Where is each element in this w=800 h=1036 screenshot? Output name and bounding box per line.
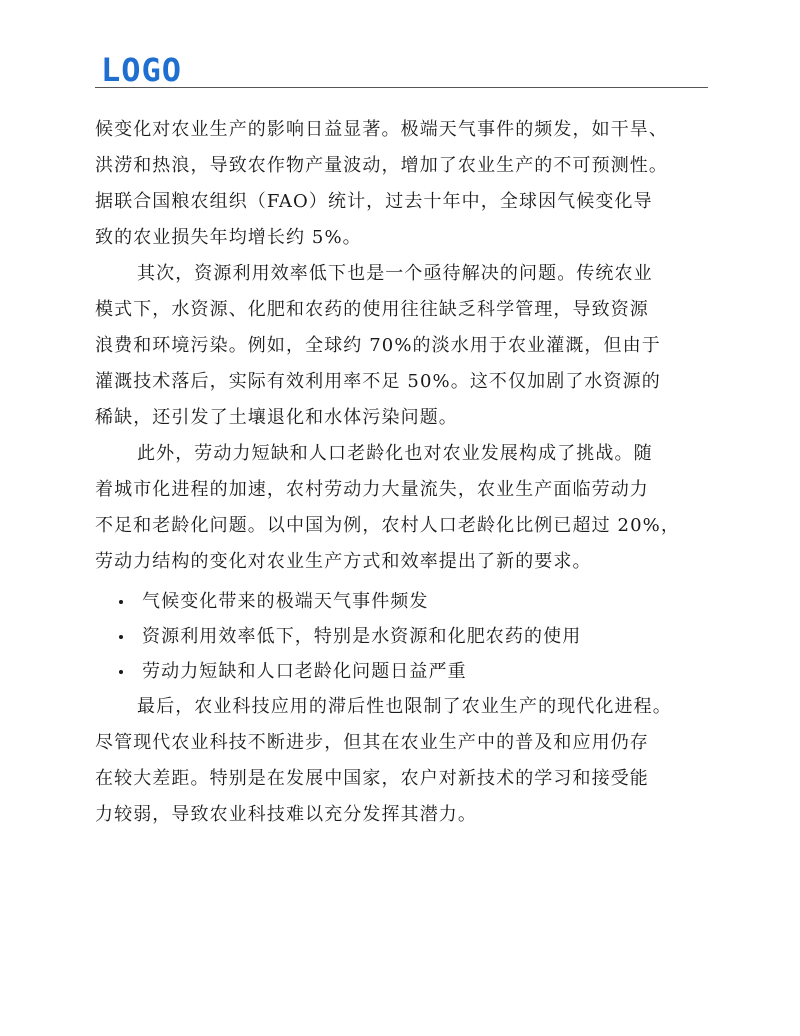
list-item-text: 劳动力短缺和人口老龄化问题日益严重	[142, 661, 467, 682]
document-body	[95, 112, 720, 833]
list-item	[95, 619, 720, 654]
paragraph-line: 劳动力结构的变化对农业生产方式和效率提出了新的要求。	[95, 551, 592, 572]
paragraph-line: 着城市化进程的加速，农村劳动力大量流失，农业生产面临劳动力	[95, 479, 649, 500]
logo: LOGO	[101, 51, 183, 89]
bullet-list	[95, 580, 720, 689]
paragraph-labor	[95, 436, 720, 580]
paragraph-line: 稀缺，还引发了土壤退化和水体污染问题。	[95, 407, 458, 428]
paragraph-line: 此外，劳动力短缺和人口老龄化也对农业发展构成了挑战。随	[137, 443, 653, 464]
paragraph-line: 最后，农业科技应用的滞后性也限制了农业生产的现代化进程。	[137, 696, 672, 717]
header-divider	[95, 87, 708, 88]
list-item-text: 资源利用效率低下，特别是水资源和化肥农药的使用	[142, 626, 582, 647]
bullet-icon	[119, 600, 123, 604]
paragraph-line: 不足和老龄化问题。以中国为例，农村人口老龄化比例已超过 20%，	[95, 515, 680, 536]
paragraph-technology	[95, 689, 720, 833]
paragraph-line: 候变化对农业生产的影响日益显著。极端天气事件的频发，如干旱、	[95, 119, 668, 140]
paragraph-line: 模式下，水资源、化肥和农药的使用往往缺乏科学管理，导致资源	[95, 299, 649, 320]
list-item	[95, 654, 720, 689]
paragraph-line: 浪费和环境污染。例如，全球约 70%的淡水用于农业灌溉，但由于	[95, 335, 661, 356]
paragraph-line: 洪涝和热浪，导致农作物产量波动，增加了农业生产的不可预测性。	[95, 155, 668, 176]
paragraph-line: 其次，资源利用效率低下也是一个亟待解决的问题。传统农业	[137, 263, 653, 284]
bullet-icon	[119, 635, 123, 639]
paragraph-line: 在较大差距。特别是在发展中国家，农户对新技术的学习和接受能	[95, 768, 649, 789]
bullet-icon	[119, 670, 123, 674]
paragraph-line: 尽管现代农业科技不断进步，但其在农业生产中的普及和应用仍存	[95, 732, 649, 753]
list-item	[95, 584, 720, 619]
paragraph-resources	[95, 256, 720, 436]
paragraph-line: 据联合国粮农组织（FAO）统计，过去十年中，全球因气候变化导	[95, 191, 653, 212]
paragraph-line: 力较弱，导致农业科技难以充分发挥其潜力。	[95, 804, 477, 825]
paragraph-climate	[95, 112, 720, 256]
paragraph-line: 致的农业损失年均增长约 5%。	[95, 227, 362, 248]
list-item-text: 气候变化带来的极端天气事件频发	[142, 591, 429, 612]
paragraph-line: 灌溉技术落后，实际有效利用率不足 50%。这不仅加剧了水资源的	[95, 371, 661, 392]
